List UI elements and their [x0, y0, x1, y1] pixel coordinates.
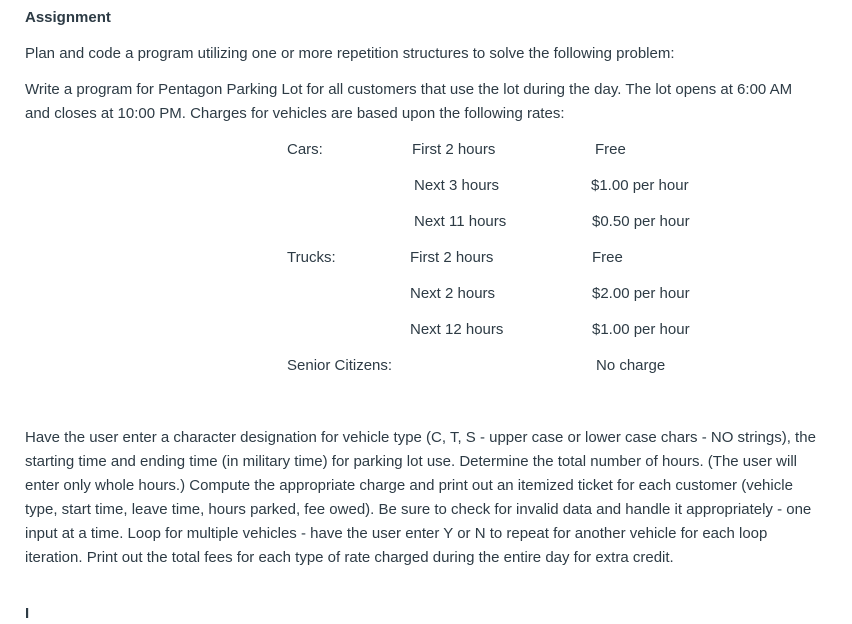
- seniors-rate: No charge: [596, 357, 666, 374]
- intro-paragraph: Plan and code a program utilizing one or more repetition structures to solve the following problem:: [25, 45, 675, 62]
- trucks-period-2: Next 2 hours: [410, 285, 496, 302]
- next-section-heading-partial: I: [25, 605, 30, 622]
- trucks-rate-1: Free: [592, 249, 623, 266]
- assignment-heading: Assignment: [25, 9, 111, 26]
- instructions-paragraph: Have the user enter a character designation for vehicle type (C, T, S - upper case or lower case chars - NO strings), the starting time and ending time (in military time) for parking lot use. Determine the total number of hours. (The user will enter only whole hours.) Compute the appropriate charge and print out an itemized ticket for each customer (vehicle type, start time, leave time, hours parked, fee owed). Be sure to check for invalid data and handle it appropriately - one input at a time. Loop for multiple vehicles - have the user enter Y or N to repeat for another vehicle for each loop iteration. Print out the total fees for each type of rate charged during the entire day for extra credit.: [25, 429, 816, 566]
- problem-paragraph: Write a program for Pentagon Parking Lot for all customers that use the lot during the day. The lot opens at 6:00 AM and closes at 10:00 PM. Charges for vehicles are based upon the following rates:: [25, 81, 793, 122]
- seniors-label: Senior Citizens:: [287, 357, 393, 374]
- cars-period-2: Next 3 hours: [414, 177, 500, 194]
- trucks-rate-3: $1.00 per hour: [592, 321, 690, 338]
- trucks-label: Trucks:: [287, 249, 336, 266]
- cars-rate-3: $0.50 per hour: [592, 213, 690, 230]
- trucks-rate-2: $2.00 per hour: [592, 285, 690, 302]
- trucks-period-3: Next 12 hours: [410, 321, 504, 338]
- cars-rate-2: $1.00 per hour: [591, 177, 689, 194]
- cars-rate-1: Free: [595, 141, 626, 158]
- cars-period-3: Next 11 hours: [414, 213, 507, 230]
- trucks-period-1: First 2 hours: [410, 249, 494, 266]
- cars-label: Cars:: [287, 141, 323, 158]
- cars-period-1: First 2 hours: [412, 141, 496, 158]
